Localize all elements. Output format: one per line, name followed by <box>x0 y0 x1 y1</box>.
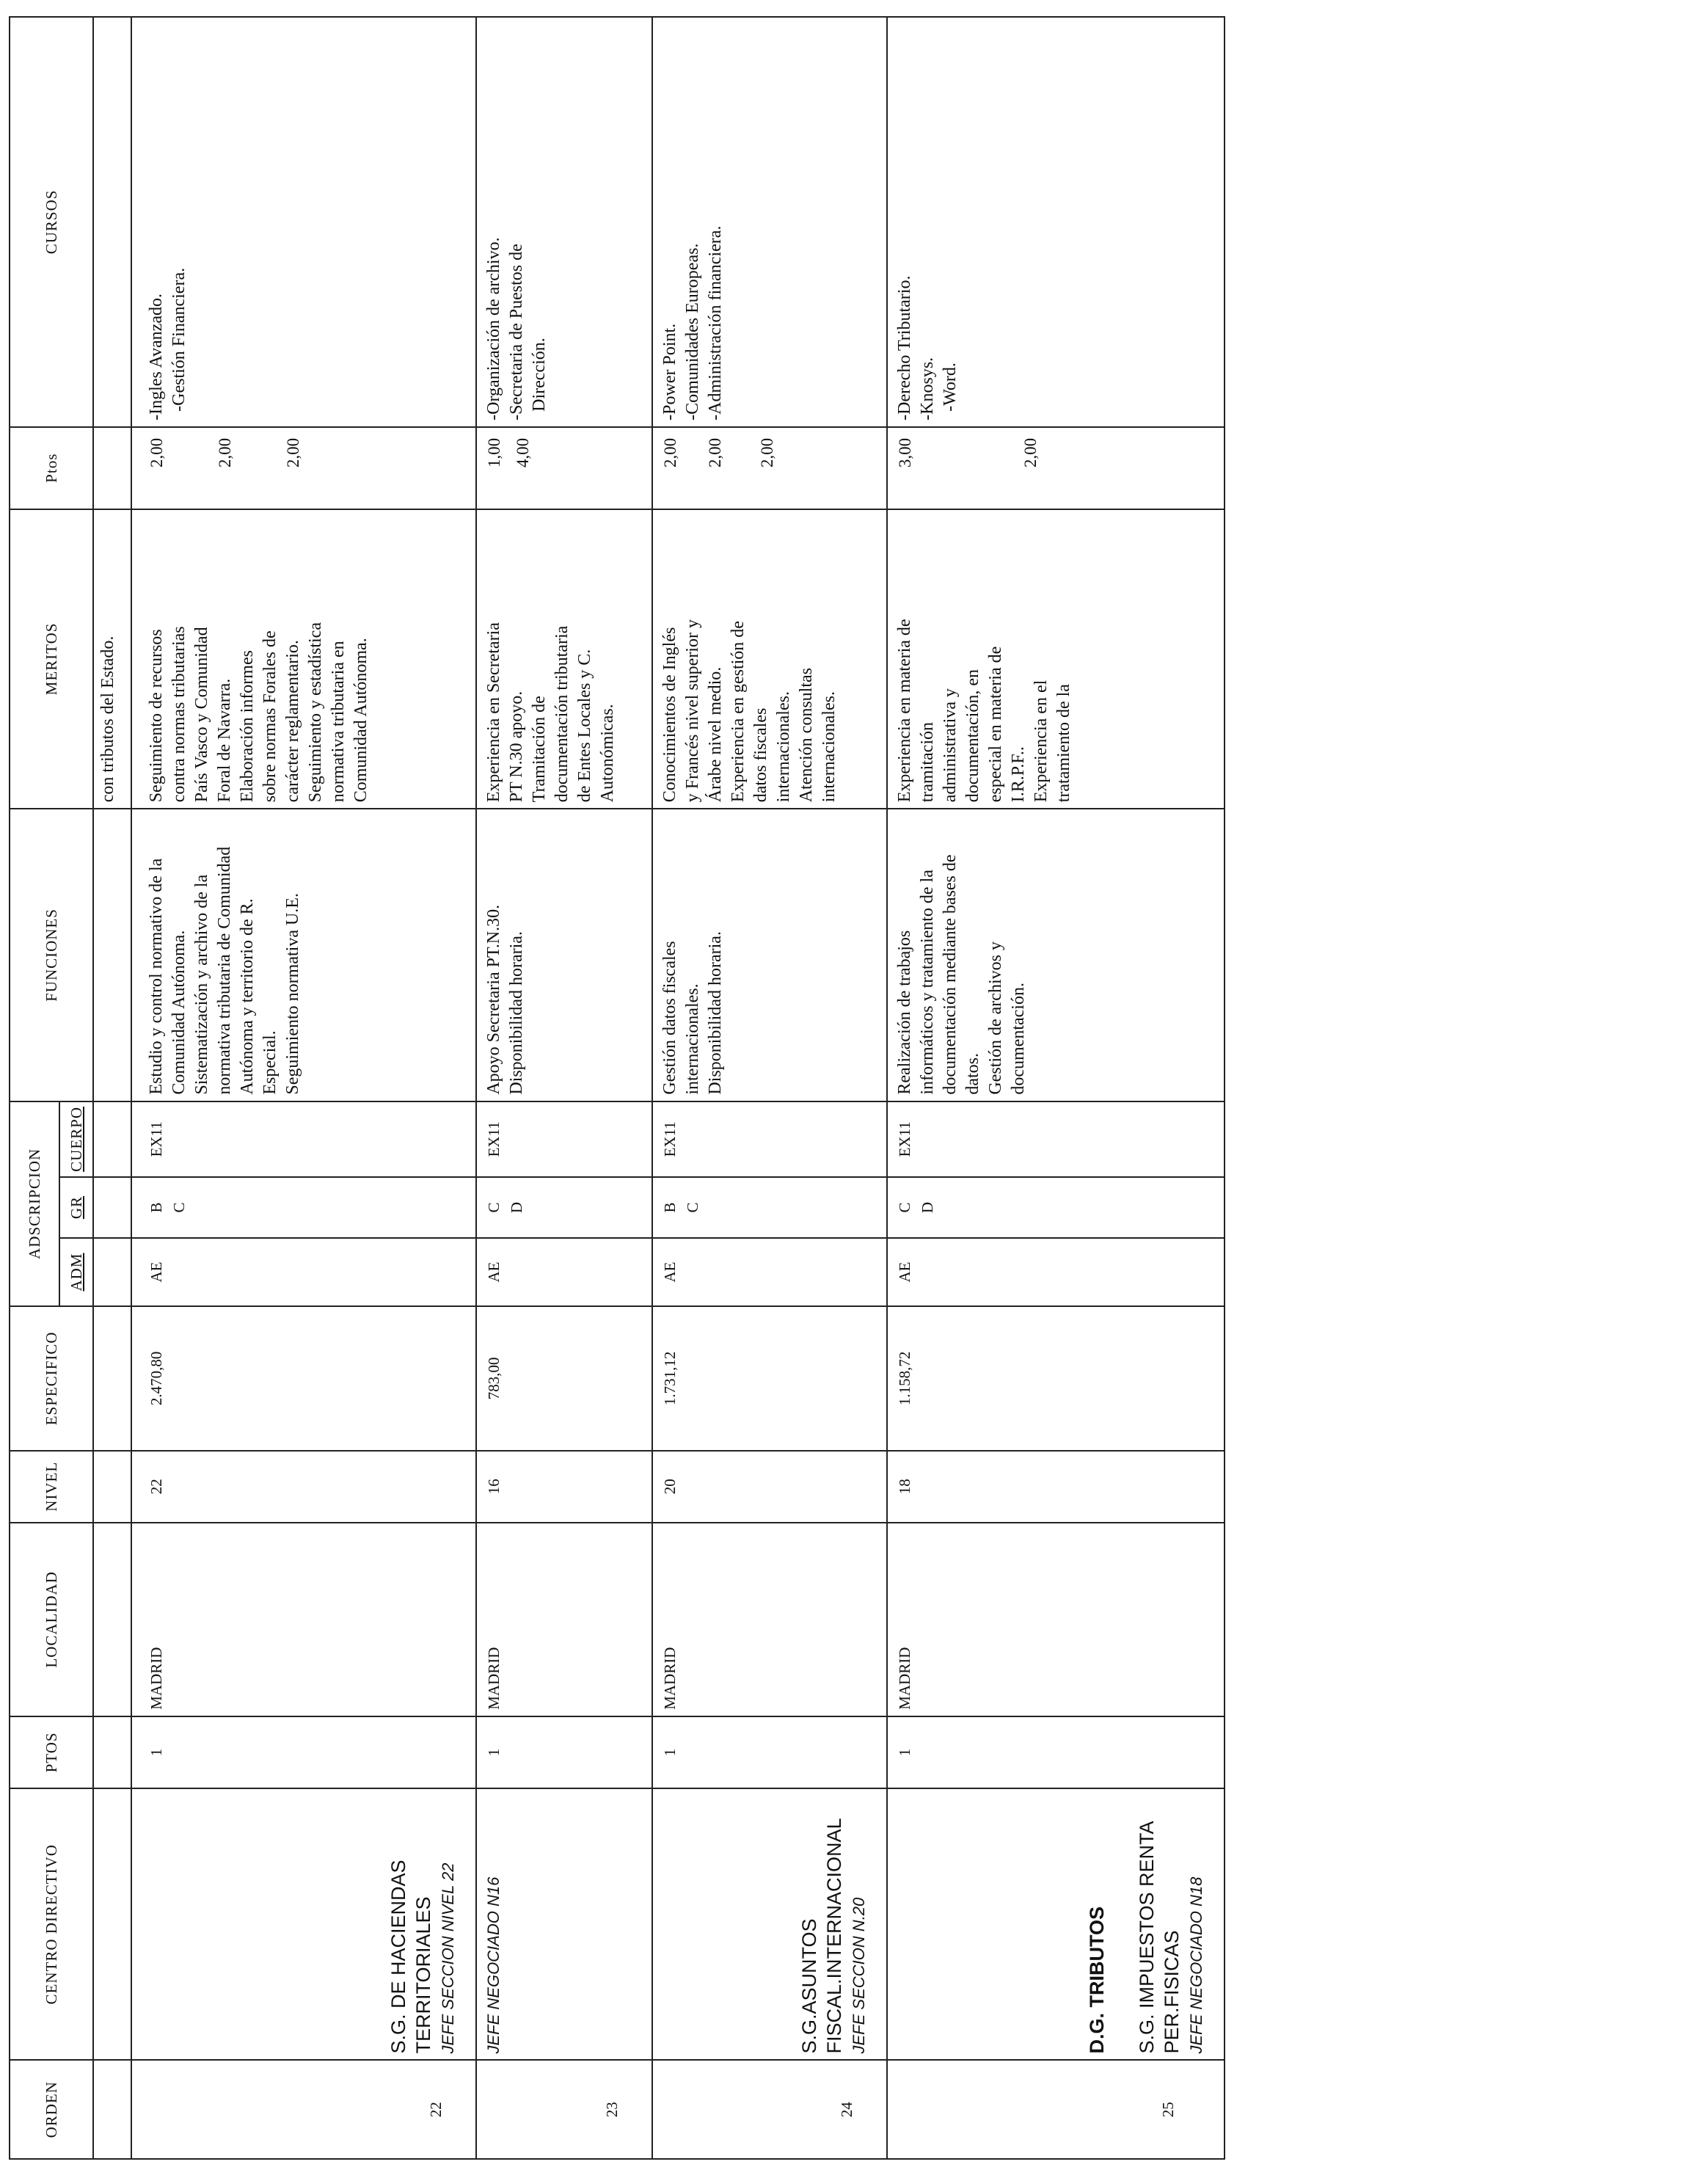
funciones-line: documentación. <box>1009 983 1028 1095</box>
curso-item: -Gestión Financiera. <box>169 267 189 412</box>
funciones-line: documentación mediante bases de <box>941 854 960 1095</box>
merito-line: tratamiento de la <box>1054 684 1073 803</box>
orden-value: 24 <box>838 2102 855 2118</box>
merito-line: especial en materia de <box>986 646 1005 803</box>
curso-item: -Secretaria de Puestos de <box>507 244 526 420</box>
meritos-points <box>653 428 781 509</box>
merito-line: País Vasco y Comunidad <box>192 627 211 803</box>
funciones-line: Autónoma y territorio de R. <box>238 898 257 1095</box>
merito-line: de Entes Locales y C. <box>575 649 594 803</box>
funciones-line: informáticos y tratamiento de la <box>918 870 937 1095</box>
merito-line: Comunidad Autónoma. <box>351 638 371 803</box>
header-localidad: LOCALIDAD <box>10 1523 93 1716</box>
header-cursos: CURSOS <box>10 17 93 427</box>
ptos-value: 1 <box>485 1748 503 1757</box>
merito-line: y Francés nivel superior y <box>683 619 702 803</box>
merito-line: documentación, en <box>963 669 982 803</box>
ptos-value: 1 <box>661 1748 679 1757</box>
meritos-text <box>653 510 844 809</box>
table-row <box>476 17 652 2159</box>
ptos-value: 1 <box>896 1748 913 1757</box>
funciones-line: Comunidad Autónoma. <box>169 930 189 1095</box>
nivel-value: 18 <box>896 1479 913 1495</box>
funciones-line: Disponibilidad horaria. <box>507 931 526 1095</box>
especifico-value: 783,00 <box>485 1357 503 1400</box>
header-centro-directivo: CENTRO DIRECTIVO <box>10 1788 93 2060</box>
especifico-value: 2.470,80 <box>147 1351 165 1406</box>
localidad-value: MADRID <box>896 1647 913 1710</box>
funciones-line: normativa tributaria de Comunidad <box>215 846 234 1095</box>
adm-value: AE <box>896 1261 913 1283</box>
funciones-text <box>888 809 1033 1100</box>
merito-line: Conocimientos de Inglés <box>660 627 679 803</box>
orden-value: 22 <box>427 2102 445 2118</box>
merito-line: tramitación <box>918 722 937 803</box>
merito-points: 4,00 <box>514 437 532 468</box>
header-funciones: FUNCIONES <box>10 809 93 1101</box>
localidad-value: MADRID <box>485 1647 503 1710</box>
curso-item: -Comunidades Europeas. <box>683 243 702 420</box>
merito-points: 1,00 <box>485 437 503 468</box>
nivel-value: 16 <box>485 1479 503 1495</box>
merito-line: I.R.P.F.. <box>1009 746 1028 803</box>
gr-value: B <box>147 1202 165 1213</box>
cursos-text <box>888 18 965 426</box>
merito-line: Tramitación de <box>530 696 549 803</box>
orden-value: 25 <box>1159 2102 1177 2118</box>
meritos-text <box>888 510 1079 809</box>
merito-points: 2,00 <box>706 437 724 468</box>
funciones-line: Disponibilidad horaria. <box>706 931 725 1095</box>
localidad-value: MADRID <box>147 1647 165 1710</box>
cursos-text <box>653 18 730 426</box>
curso-item: -Word. <box>941 363 960 412</box>
gr-value: C <box>896 1202 913 1213</box>
cuerpo-value: EX11 <box>896 1121 913 1157</box>
unit-name-line: TERRITORIALES <box>412 1896 434 2054</box>
merito-points: 2,00 <box>758 437 776 468</box>
header-meritos: MERITOS <box>10 509 93 809</box>
merito-line: Seguimiento y estadística <box>306 622 325 803</box>
adm-value: AE <box>485 1261 503 1283</box>
merito-line: contra normas tributarias <box>169 626 189 803</box>
puesto-title: JEFE NEGOCIADO N16 <box>484 1876 503 2054</box>
funciones-line: datos. <box>963 1052 982 1095</box>
funciones-line: Apoyo Secretaria PT.N.30. <box>484 904 503 1095</box>
cuerpo-value: EX11 <box>485 1121 503 1157</box>
meritos-points <box>888 428 1045 509</box>
cuerpo-value: EX11 <box>147 1121 165 1157</box>
merito-line: Experiencia en gestión de <box>729 621 748 803</box>
unit-name-line: S.G. DE HACIENDAS <box>387 1860 409 2054</box>
especifico-value: 1.731,12 <box>661 1351 679 1406</box>
merito-line: Experiencia en materia de <box>895 619 914 803</box>
orden-value: 23 <box>603 2102 621 2118</box>
merito-line: carácter reglamentario. <box>283 640 302 803</box>
funciones-text <box>132 809 307 1100</box>
section-title: D.G. TRIBUTOS <box>1086 1906 1108 2054</box>
nivel-value: 22 <box>147 1479 165 1495</box>
meritos-points <box>477 428 537 509</box>
puesto-title: JEFE SECCION NIVEL 22 <box>439 1862 457 2054</box>
meritos-text <box>132 510 376 809</box>
funciones-line: Gestión de archivos y <box>986 942 1005 1095</box>
merito-line: Atención consultas <box>797 668 816 803</box>
gr-value: D <box>919 1201 936 1214</box>
puesto-title: JEFE SECCION N.20 <box>850 1897 868 2054</box>
adm-value: AE <box>661 1261 679 1283</box>
table-row <box>131 17 476 2159</box>
merito-line: Experiencia en Secretaria <box>484 622 503 803</box>
merito-line: sobre normas Forales de <box>260 630 280 803</box>
gr-value: B <box>661 1202 679 1213</box>
merito-line: datos fiscales <box>751 707 770 803</box>
meritos-text <box>477 510 622 809</box>
funciones-line: Sistematización y archivo de la <box>192 874 211 1095</box>
curso-item: -Knosys. <box>918 357 937 420</box>
especifico-value: 1.158,72 <box>896 1351 913 1406</box>
funciones-line: Especial. <box>260 1030 280 1095</box>
merito-line: Árabe nivel medio. <box>706 666 725 803</box>
merito-points: 2,00 <box>284 437 302 468</box>
nivel-value: 20 <box>661 1479 679 1495</box>
curso-item: -Organización de archivo. <box>484 237 503 420</box>
merito-line: Seguimiento de recursos <box>147 629 166 803</box>
merito-line: normativa tributaria en <box>329 641 348 803</box>
funciones-line: Seguimiento normativa U.E. <box>283 893 302 1095</box>
adm-value: AE <box>147 1261 165 1283</box>
funciones-line: Realización de trabajos <box>895 930 914 1095</box>
merito-points: 2,00 <box>216 437 234 468</box>
merito-line: Experiencia en el <box>1032 680 1051 803</box>
unit-name-line: FISCAL.INTERNACIONAL <box>823 1818 845 2054</box>
header-orden: ORDEN <box>10 2061 93 2160</box>
gr-value: D <box>508 1201 525 1214</box>
puesto-title: JEFE NEGOCIADO N18 <box>1187 1876 1205 2054</box>
funciones-line: Estudio y control normativo de la <box>147 858 166 1095</box>
funciones-text <box>653 809 730 1100</box>
curso-item: -Ingles Avanzado. <box>147 294 166 420</box>
cursos-text <box>477 18 554 426</box>
ptos-value: 1 <box>147 1748 165 1757</box>
header-ptos-meritos: Ptos <box>10 427 93 509</box>
curso-item: Dirección. <box>530 338 549 412</box>
table-row <box>887 17 1225 2159</box>
job-listing-table <box>9 16 1225 2160</box>
unit-name-line: S.G. IMPUESTOS RENTA <box>1136 1821 1158 2054</box>
merito-line: Autonómicas. <box>598 704 617 803</box>
merito-line: internacionales. <box>774 691 793 803</box>
meritos-points <box>132 428 307 509</box>
merito-line: internacionales. <box>820 691 839 803</box>
curso-item: -Administración financiera. <box>706 225 725 420</box>
curso-item: -Derecho Tributario. <box>895 275 914 420</box>
curso-item: -Power Point. <box>660 323 679 420</box>
merito-line: administrativa y <box>941 688 960 803</box>
continuation-merito: con tributos del Estado. <box>98 635 117 803</box>
funciones-line: internacionales. <box>683 983 702 1095</box>
funciones-text <box>477 809 531 1100</box>
merito-line: Foral de Navarra. <box>215 678 234 803</box>
header-gr: GR <box>59 1177 93 1238</box>
header-especifico: ESPECIFICO <box>10 1306 93 1451</box>
gr-value: C <box>485 1202 503 1213</box>
merito-line: Elaboración informes <box>238 650 257 803</box>
unit-name-line: PER.FISICAS <box>1161 1930 1183 2054</box>
unit-name-line: S.G.ASUNTOS <box>798 1918 820 2054</box>
header-adm: ADM <box>59 1238 93 1306</box>
header-cuerpo: CUERPO <box>59 1101 93 1178</box>
localidad-value: MADRID <box>661 1647 679 1710</box>
funciones-line: Gestión datos fiscales <box>660 941 679 1095</box>
cuerpo-value: EX11 <box>661 1121 679 1157</box>
merito-points: 3,00 <box>896 437 914 468</box>
merito-points: 2,00 <box>1021 437 1040 468</box>
header-ptos: PTOS <box>10 1716 93 1788</box>
merito-points: 2,00 <box>147 437 166 468</box>
merito-points: 2,00 <box>661 437 679 468</box>
merito-line: PT N.30 apoyo. <box>507 691 526 803</box>
header-nivel: NIVEL <box>10 1451 93 1523</box>
table-row <box>652 17 887 2159</box>
gr-value: C <box>684 1202 701 1213</box>
cursos-text <box>132 18 194 426</box>
merito-line: documentación tributaria <box>552 625 572 803</box>
gr-value: C <box>170 1202 188 1213</box>
header-adscripcion: ADSCRIPCION <box>10 1101 59 1306</box>
